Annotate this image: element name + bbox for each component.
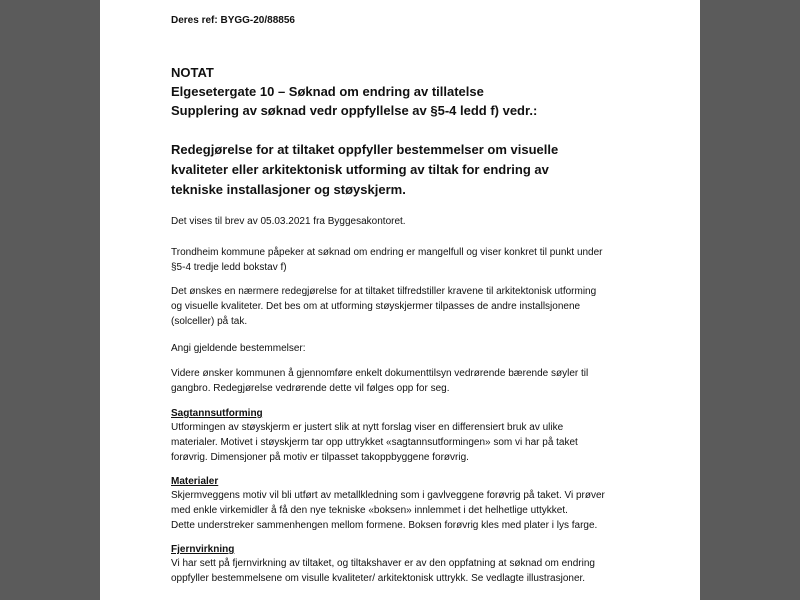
heading-line-1: Elgesetergate 10 – Søknad om endring av tillatelse — [171, 84, 484, 99]
section-3-line-1: Vi har sett på fjernvirkning av tiltaket, og tiltakshaver er av den oppfatning at søknad om endring — [171, 558, 595, 569]
paragraph-3-line-2: og visuelle kvaliteter. Det bes om at utforming støyskjermer tilpasses de andre installsjonene — [171, 301, 581, 312]
subheading-line-3: tekniske installasjoner og støyskjerm. — [171, 182, 406, 197]
subheading-line-1: Redegjørelse for at tiltaket oppfyller bestemmelser om visuelle — [171, 142, 559, 157]
heading-line-2: Supplering av søknad vedr oppfyllelse av §5-4 ledd f) vedr.: — [171, 103, 538, 118]
section-3-line-2: oppfyller bestemmelsene om visulle kvaliteter/ arkitektonisk uttrykk. Se vedlagte illustrasjoner. — [171, 573, 586, 584]
section-title-materialer: Materialer — [171, 476, 219, 487]
section-title-fjernvirkning: Fjernvirkning — [171, 544, 235, 555]
document-page — [100, 0, 700, 600]
paragraph-2-line-1: Trondheim kommune påpeker at søknad om endring er mangelfull og viser konkret til punkt under — [171, 247, 603, 258]
paragraph-3-line-3: (solceller) på tak. — [171, 316, 248, 327]
subheading-line-2: kvaliteter eller arkitektonisk utforming av tiltak for endring av — [171, 162, 549, 177]
paragraph-5-line-1: Videre ønsker kommunen å gjennomføre enkelt dokumenttilsyn vedrørende bærende søyler til — [171, 368, 589, 379]
section-2-line-2: med enkle virkemidler å få den nye tekniske «boksen» innlemmet i det helhetlige uttykket. — [171, 505, 568, 516]
section-2-line-3: Dette understreker sammenhengen mellom formene. Boksen forøvrig kles med plater i lys farge. — [171, 520, 598, 531]
paragraph-5-line-2: gangbro. Redegjørelse vedrørende dette vil følges opp for seg. — [171, 383, 450, 394]
section-2-line-1: Skjermveggens motiv vil bli utført av metallkledning som i gavlveggene forøvrig på taket. Vi prøver — [171, 490, 605, 501]
paragraph-4: Angi gjeldende bestemmelser: — [171, 343, 306, 354]
reference-number: Deres ref: BYGG-20/88856 — [171, 15, 295, 26]
paragraph-3-line-1: Det ønskes en nærmere redegjørelse for at tiltaket tilfredstiller kravene til arkitektonisk utforming — [171, 286, 597, 297]
heading-notat: NOTAT — [171, 65, 214, 80]
section-1-line-1: Utformingen av støyskjerm er justert slik at nytt forslag viser en differensiert bruk av ulike — [171, 422, 564, 433]
paragraph-2-line-2: §5-4 tredje ledd bokstav f) — [171, 262, 287, 273]
section-1-line-2: materialer. Motivet i støyskjerm tar opp uttrykket «sagtannsutformingen» som vi har på taket — [171, 437, 578, 448]
section-title-sagtannsutforming: Sagtannsutforming — [171, 408, 263, 419]
paragraph-letter-reference: Det vises til brev av 05.03.2021 fra Byggesakontoret. — [171, 216, 406, 227]
section-1-line-3: forøvrig. Dimensjoner på motiv er tilpasset takoppbyggene forøvrig. — [171, 452, 469, 463]
